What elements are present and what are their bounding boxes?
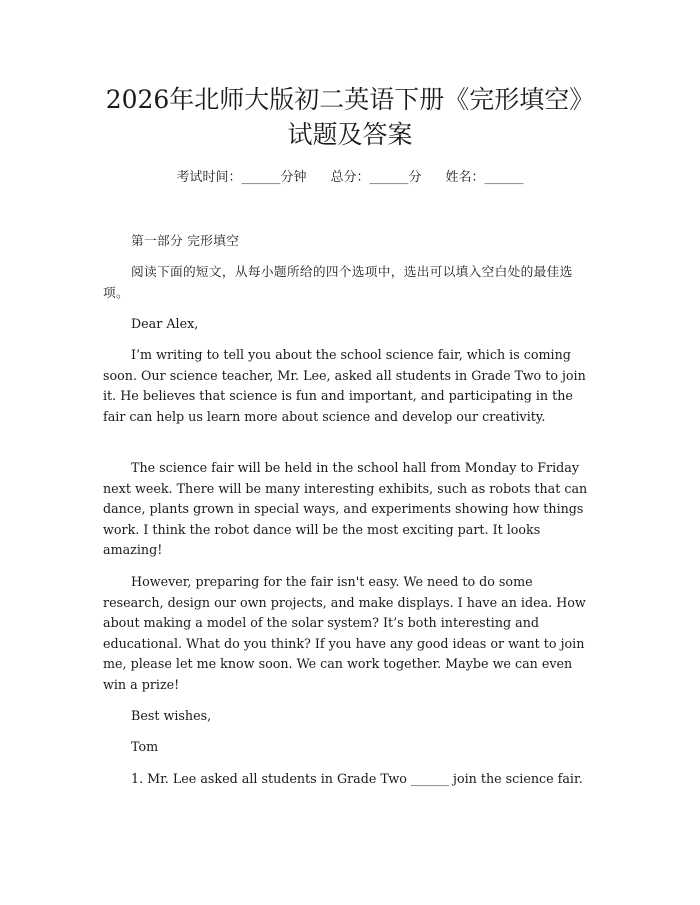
letter-paragraph-3: However, preparing for the fair isn't easy. We need to do some research, design our own projects, and make displays. I have an idea. How about making a model of the solar system? It’s both interesting and educational. What do you think? If you have any good ideas or want to join me, please let me know soon. We can work together. Maybe we can even win a prize! bbox=[103, 574, 586, 692]
signature-block bbox=[103, 737, 595, 758]
greeting-block bbox=[103, 314, 595, 335]
student-name-field: 姓名：______ bbox=[445, 170, 524, 185]
paragraph1-block bbox=[103, 345, 595, 427]
instructions-block bbox=[103, 262, 595, 303]
letter-paragraph-1: I’m writing to tell you about the school science fair, which is coming soon. Our science teacher, Mr. Lee, asked all students in Grade Two to join it. He believes that science is fun and important, and participating in the fair can help us learn more about science and develop our creativity. bbox=[103, 347, 586, 424]
letter-signature: Tom bbox=[131, 739, 159, 754]
paragraph2-block bbox=[103, 458, 595, 561]
exam-time-field: 考试时间：______分钟 bbox=[176, 170, 307, 185]
section-heading: 第一部分 完形填空 bbox=[131, 233, 240, 248]
total-score-field: 总分：______分 bbox=[330, 170, 422, 185]
document-title-line2: 试题及答案 bbox=[287, 120, 413, 149]
document-title-line1: 2026年北师大版初二英语下册《完形填空》 bbox=[105, 85, 595, 114]
question-block bbox=[103, 769, 595, 790]
letter-paragraph-2: The science fair will be held in the school hall from Monday to Friday next week. There will be many interesting exhibits, such as robots that can dance, plants grown in special ways, and experiments showing how things work. I think the robot dance will be the most exciting part. It looks amazing! bbox=[103, 460, 588, 557]
question-1: 1. Mr. Lee asked all students in Grade Two ______ join the science fair. bbox=[131, 771, 583, 786]
section-heading-block bbox=[103, 231, 595, 252]
instructions-text: 阅读下面的短文，从每小题所给的四个选项中，选出可以填入空白处的最佳选项。 bbox=[103, 264, 573, 300]
closing-block bbox=[103, 706, 595, 727]
letter-closing: Best wishes, bbox=[131, 708, 212, 723]
paragraph3-block bbox=[103, 572, 595, 695]
letter-greeting: Dear Alex, bbox=[131, 316, 199, 331]
exam-info bbox=[0, 169, 700, 187]
